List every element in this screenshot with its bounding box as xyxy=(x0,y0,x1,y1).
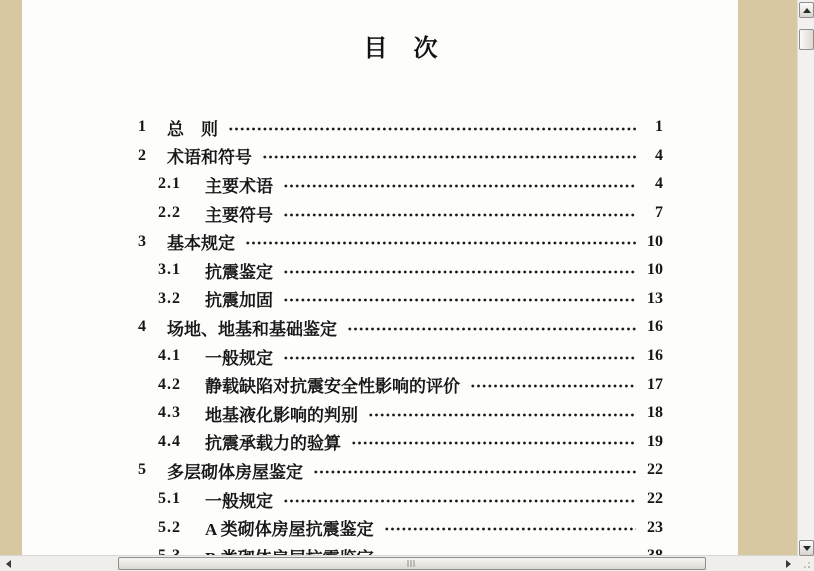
toc-entry-number: 2.1 xyxy=(158,175,181,193)
toc-entry-page: 10 xyxy=(647,261,663,279)
dotted-leader xyxy=(283,498,636,504)
dotted-leader xyxy=(351,440,636,446)
toc-row xyxy=(22,399,738,428)
toc-row xyxy=(22,256,738,285)
toc-entry-page: 1 xyxy=(655,118,663,136)
toc-entry-title: 术语和符号 xyxy=(167,148,252,168)
toc-entry-number: 4.4 xyxy=(158,432,181,450)
vertical-scrollbar[interactable] xyxy=(797,0,814,557)
toc-row xyxy=(22,227,738,256)
toc-entry-number: 5.1 xyxy=(158,490,181,508)
dotted-leader xyxy=(384,526,636,532)
page-title: 目 次 xyxy=(363,36,439,62)
table-of-contents xyxy=(22,113,738,571)
toc-entry-page: 22 xyxy=(647,461,663,479)
toc-row xyxy=(22,285,738,314)
dotted-leader xyxy=(283,355,636,361)
resize-grip-icon xyxy=(808,566,810,568)
toc-row xyxy=(22,142,738,171)
toc-entry-title: 抗震鉴定 xyxy=(205,262,273,282)
toc-row xyxy=(22,456,738,485)
toc-entry-page: 17 xyxy=(647,375,663,393)
toc-entry-page: 23 xyxy=(647,518,663,536)
toc-row xyxy=(22,313,738,342)
toc-entry-page: 19 xyxy=(647,432,663,450)
toc-row xyxy=(22,370,738,399)
toc-entry-title: A 类砌体房屋抗震鉴定 xyxy=(205,520,374,540)
toc-entry-title: 静载缺陷对抗震安全性影响的评价 xyxy=(205,377,460,397)
toc-entry-number: 3.2 xyxy=(158,289,181,307)
toc-entry-number: 5 xyxy=(138,461,147,479)
toc-row xyxy=(22,342,738,371)
toc-entry-title: 一般规定 xyxy=(205,491,273,511)
dotted-leader xyxy=(228,126,636,132)
toc-entry-title: 地基液化影响的判别 xyxy=(205,405,358,425)
toc-row xyxy=(22,513,738,542)
toc-entry-number: 2.2 xyxy=(158,204,181,222)
toc-row xyxy=(22,199,738,228)
scroll-up-button[interactable] xyxy=(799,2,814,18)
toc-entry-number: 3.1 xyxy=(158,261,181,279)
scroll-left-button[interactable] xyxy=(0,556,16,571)
dotted-leader xyxy=(313,469,636,475)
toc-entry-number: 1 xyxy=(138,118,147,136)
toc-entry-page: 13 xyxy=(647,289,663,307)
toc-entry-page: 18 xyxy=(647,404,663,422)
thumb-grip-icon xyxy=(408,560,417,567)
toc-entry-number: 4.3 xyxy=(158,404,181,422)
toc-entry-page: 4 xyxy=(655,146,663,164)
toc-entry-number: 2 xyxy=(138,146,147,164)
dotted-leader xyxy=(283,297,636,303)
scroll-left-icon xyxy=(6,560,11,568)
dotted-leader xyxy=(283,183,636,189)
document-page xyxy=(22,0,738,555)
toc-entry-title: 基本规定 xyxy=(167,234,235,254)
toc-entry-title: 总 则 xyxy=(167,119,218,139)
toc-entry-title: 抗震承载力的验算 xyxy=(205,434,341,454)
scroll-right-button[interactable] xyxy=(780,556,796,571)
toc-entry-number: 4.1 xyxy=(158,347,181,365)
toc-entry-page: 10 xyxy=(647,232,663,250)
toc-entry-page: 16 xyxy=(647,347,663,365)
toc-entry-number: 5.2 xyxy=(158,518,181,536)
toc-entry-page: 16 xyxy=(647,318,663,336)
dotted-leader xyxy=(470,383,636,389)
toc-entry-number: 4 xyxy=(138,318,147,336)
dotted-leader xyxy=(283,269,636,275)
dotted-leader xyxy=(283,212,636,218)
scroll-down-button[interactable] xyxy=(799,540,814,556)
toc-entry-title: 多层砌体房屋鉴定 xyxy=(167,462,303,482)
toc-entry-page: 22 xyxy=(647,490,663,508)
toc-row xyxy=(22,170,738,199)
toc-entry-title: 一般规定 xyxy=(205,348,273,368)
horizontal-scrollbar-thumb[interactable] xyxy=(118,557,706,570)
toc-entry-number: 4.2 xyxy=(158,375,181,393)
horizontal-scrollbar[interactable] xyxy=(0,555,797,571)
toc-row xyxy=(22,113,738,142)
scroll-down-icon xyxy=(803,546,811,551)
toc-entry-title: 主要术语 xyxy=(205,176,273,196)
scroll-right-icon xyxy=(786,560,791,568)
toc-entry-number: 3 xyxy=(138,232,147,250)
toc-entry-title: 主要符号 xyxy=(205,205,273,225)
scroll-up-icon xyxy=(803,8,811,13)
toc-row xyxy=(22,485,738,514)
scrollbar-corner xyxy=(797,557,814,571)
toc-entry-page: 7 xyxy=(655,204,663,222)
dotted-leader xyxy=(368,412,636,418)
dotted-leader xyxy=(347,326,636,332)
vertical-scrollbar-thumb[interactable] xyxy=(799,29,814,50)
toc-entry-title: 场地、地基和基础鉴定 xyxy=(167,319,337,339)
toc-entry-title: 抗震加固 xyxy=(205,291,273,311)
toc-entry-page: 4 xyxy=(655,175,663,193)
dotted-leader xyxy=(245,240,636,246)
dotted-leader xyxy=(262,154,636,160)
toc-row xyxy=(22,428,738,457)
